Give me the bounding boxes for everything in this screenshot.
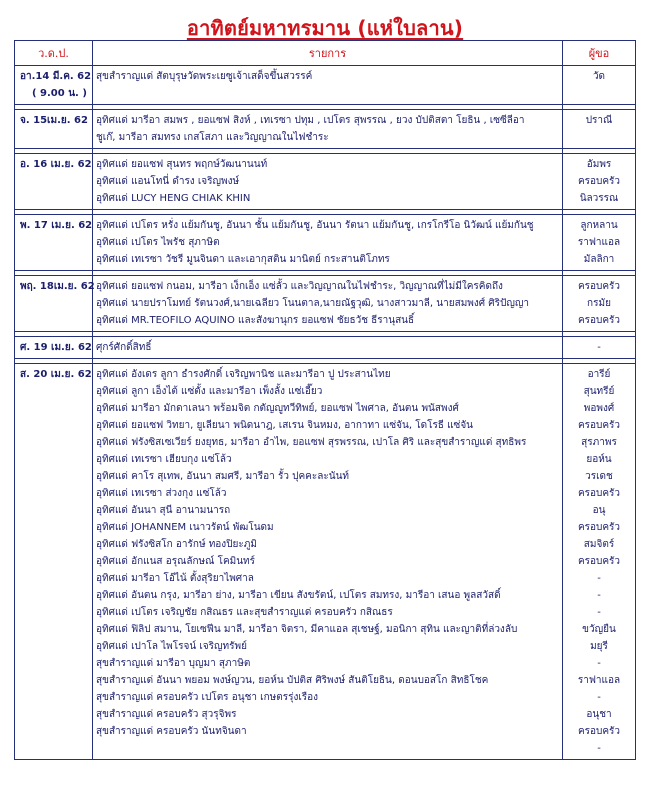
- intention-line: อุทิศแด่ มารีอา โอ๊ไน้ ตั้งสุริยาไพศาล: [96, 573, 254, 584]
- requester-name: ครอบครัว: [577, 420, 621, 431]
- intention-line: อุทิศแด่ แอนโทนี่ ดำรง เจริญพงษ์: [96, 176, 240, 187]
- requester-name: -: [597, 342, 601, 353]
- table-row: [15, 215, 636, 271]
- intention-line: อุทิศแด่ มารีอา สมพร , ยอแซฟ สิงห์ , เทเรซา ปทุม , เปโตร สุพรรณ , ยวง บัปติสตา โยธิน , เซซีลีอา: [96, 115, 525, 126]
- date-cell: [15, 215, 93, 271]
- table-body: [15, 66, 636, 760]
- date-text: จ. 15เม.ย. 62: [20, 115, 88, 126]
- requester-name: สุนทรีย์: [583, 386, 615, 397]
- items-cell: [93, 337, 563, 359]
- intention-line: อุทิศแด่ เปโตร หรั่ง แย้มกันชู, อันนา ชั้น แย้มกันชู, อันนา รัตนา แย้มกันชู, เกรโกรีโอ นิวัฒน์ แย้มกันชู: [96, 220, 534, 231]
- requester-name: นิลวรรณ: [579, 193, 619, 204]
- date-cell: [15, 66, 93, 105]
- date-text: อา.14 มี.ค. 62: [20, 71, 92, 82]
- intention-line: อุทิศแด่ อันตน กรุง, มารีอา ย่าง, มารีอา เขียน สังขรัตน์, เปโตร สมทรง, มารีอา เสนอ พูลสวัสดิ์: [96, 590, 501, 601]
- date-text: พฤ. 18เม.ย. 62: [20, 281, 95, 292]
- intention-line: อุทิศแด่ เปโตร เจริญชัย กสิณธร และสุขสำราญแด่ ครอบครัว กสิณธร: [96, 607, 393, 618]
- requester-name: -: [597, 692, 601, 703]
- requester-name: สมจิตร์: [583, 539, 615, 550]
- requester-cell: [563, 276, 636, 332]
- header-date: ว.ด.ป.: [15, 41, 93, 66]
- requester-name: อนุ: [592, 505, 606, 516]
- requester-name: ขวัญยืน: [582, 624, 616, 635]
- items-cell: [93, 276, 563, 332]
- intention-line: อุทิศแด่ อังเดร ลูกา ธำรงศักดิ์ เจริญพานิช และมารีอา ปู ประสานไทย: [96, 369, 391, 380]
- date-cell: [15, 276, 93, 332]
- intention-line: อุทิศแด่ อักแนส อรุณลักษณ์ โคมินทร์: [96, 556, 256, 567]
- requester-cell: [563, 364, 636, 760]
- intention-line: สุขสำราญแด่ ครอบครัว เปโตร อนุชา เกษตรรุ่งเรือง: [96, 692, 319, 703]
- requester-name: วรเดช: [585, 471, 613, 482]
- date-cell: [15, 110, 93, 149]
- requester-name: กรมัย: [587, 298, 611, 309]
- requester-name: ราฟาแอล: [577, 675, 621, 686]
- intention-line: อุทิศแด่ LUCY HENG CHIAK KHIN: [96, 193, 251, 204]
- requester-name: สุรภาพร: [581, 437, 617, 448]
- items-cell: [93, 110, 563, 149]
- requester-cell: [563, 337, 636, 359]
- date-cell: [15, 154, 93, 210]
- requester-name: ครอบครัว: [577, 281, 621, 292]
- date-cell: [15, 337, 93, 359]
- intention-line: อุทิศแด่ เปโตร ไพรัช สุภาษิต: [96, 237, 220, 248]
- intention-line: อุทิศแด่ ฟิลิป สมาน, โยเซฟีน มาลี, มารีอา จิตรา, มีคาแอล สุเชษฐ์, มอนิกา สุทิน และญาติที่ล่วงลับ: [96, 624, 518, 635]
- intention-line: อุทิศแด่ ลูกา เอ็งไต้ แซ่ตั้ง และมารีอา เพ็งลั้ง แซ่เอี๊ยว: [96, 386, 323, 397]
- intention-line: ศุกร์ศักดิ์สิทธิ์: [96, 342, 152, 353]
- intention-line: อุทิศแด่ ฟรังซิสเซเวียร์ ยงยุทธ, มารีอา อำไพ, ยอแซฟ สุรพรรณ, เปาโล ศิริ และสุขสำราญแด่ สุทธิพร: [96, 437, 527, 448]
- table-row: [15, 337, 636, 359]
- requester-cell: [563, 154, 636, 210]
- intention-line: อุทิศแด่ คาโร สุเทพ, อันนา สมศรี, มารีอา รั้ว ปุคคะละนันท์: [96, 471, 349, 482]
- items-cell: [93, 154, 563, 210]
- requester-name: ยอห์น: [586, 454, 612, 465]
- requester-name: -: [597, 658, 601, 669]
- intention-line: สุขสำราญแด่ มารีอา บุญมา สุภาษิต: [96, 658, 251, 669]
- intention-line: ชูเก๊, มารีอา สมทรง เกสโสภา และวิญญาณในไฟชำระ: [96, 132, 329, 143]
- date-text: ศ. 19 เม.ย. 62: [20, 342, 92, 353]
- header-requester: ผู้ขอ: [563, 41, 636, 66]
- items-cell: [93, 215, 563, 271]
- intention-line: อุทิศแด่ ฟรังซิสโก อารักษ์ ทองปิยะภูมิ: [96, 539, 257, 550]
- table-row: [15, 364, 636, 760]
- intention-line: สุขสำราญแด่ อันนา พยอม พงษ์ญวน, ยอห์น บัปติส ศิริพงษ์ สันติโยธิน, ดอนบอสโก สิทธิโชค: [96, 675, 489, 686]
- intention-line: สุขสำราญแด่ สัตบุรุษวัดพระเยซูเจ้าเสด็จขึ้นสวรรค์: [96, 71, 313, 82]
- intention-line: อุทิศแด่ เทเรซา วัชรี มูนจินดา และเอากุสติน มานิตย์ กระสานติโภทร: [96, 254, 390, 265]
- requester-name: มัลลิกา: [583, 254, 615, 265]
- requester-name: -: [597, 607, 601, 618]
- requester-name: มยุรี: [590, 641, 608, 652]
- requester-name: ครอบครัว: [577, 726, 621, 737]
- table-row: [15, 154, 636, 210]
- intention-line: อุทิศแด่ เปาโล ไพโรจน์ เจริญทรัพย์: [96, 641, 247, 652]
- schedule-table: [14, 40, 636, 760]
- intention-line: อุทิศแด่ เทเรซา ส่วงกุง แซ่โล้ว: [96, 488, 227, 499]
- date-cell: [15, 364, 93, 760]
- requester-name: -: [597, 743, 601, 754]
- date-text: ส. 20 เม.ย. 62: [20, 369, 92, 380]
- items-cell: [93, 66, 563, 105]
- requester-name: ครอบครัว: [577, 176, 621, 187]
- items-cell: [93, 364, 563, 760]
- table-row: [15, 66, 636, 105]
- table-row: [15, 110, 636, 149]
- requester-name: -: [597, 573, 601, 584]
- requester-name: ราฟาแอล: [577, 237, 621, 248]
- table-header-row: [15, 41, 636, 66]
- date-text: อ. 16 เม.ย. 62: [20, 159, 92, 170]
- header-items: รายการ: [93, 41, 563, 66]
- requester-cell: [563, 215, 636, 271]
- intention-line: อุทิศแด่ ยอแซฟ กนอม, มารีอา เง็กเอ็ง แซ่ลั้ว และวิญญาณในไฟชำระ, วิญญาณที่ไม่มีใครคิดถึง: [96, 281, 503, 292]
- requester-name: ครอบครัว: [577, 488, 621, 499]
- requester-name: อารีย์: [587, 369, 611, 380]
- intention-line: สุขสำราญแด่ ครอบครัว สุวรุจิพร: [96, 709, 237, 720]
- intention-line: อุทิศแด่ JOHANNEM เนาวรัตน์ พัฒโนดม: [96, 522, 274, 533]
- requester-cell: [563, 66, 636, 105]
- requester-name: อนุชา: [586, 709, 612, 720]
- requester-name: พอพงศ์: [583, 403, 615, 414]
- intention-line: สุขสำราญแด่ ครอบครัว นันทจินดา: [96, 726, 247, 737]
- requester-name: ครอบครัว: [577, 556, 621, 567]
- requester-name: ลูกหลาน: [580, 220, 618, 231]
- intention-line: อุทิศแด่ ยอแซฟ สุนทร พฤกษ์วัฒนานนท์: [96, 159, 268, 170]
- intention-line: อุทิศแด่ นายปราโมทย์ รัตนวงศ์,นายเฉลียว โนนตาล,นายณัฐวุฒิ, นางสาวมาลี, นายสมพงศ์ ศิริปัญญา: [96, 298, 530, 309]
- requester-name: ครอบครัว: [577, 315, 621, 326]
- intention-line: อุทิศแด่ เทเรซา เฮียบกุง แซ่โล้ว: [96, 454, 232, 465]
- intention-line: อุทิศแด่ ยอแซฟ วิทยา, ยูเลียนา พนิดนาฎ, เสเรน จินหมง, อากาทา แซ่จัน, โดโรธี แซ่จัน: [96, 420, 474, 431]
- page-title: อาทิตย์มหาทรมาน (แห่ใบลาน): [186, 16, 464, 40]
- intention-line: อุทิศแด่ มารีอา มักดาเลนา พร้อมจิต กตัญญูทวีทิพย์, ยอแซฟ ไพศาล, อันตน พนัสพงศ์: [96, 403, 459, 414]
- date-text: พ. 17 เม.ย. 62: [20, 220, 93, 231]
- requester-name: ครอบครัว: [577, 522, 621, 533]
- requester-cell: [563, 110, 636, 149]
- requester-name: วัด: [592, 71, 606, 82]
- intention-line: อุทิศแด่ MR.TEOFILO AQUINO และสังฆานุกร ยอแซฟ ชัยธวัช ธีรานุสนธิ์: [96, 315, 415, 326]
- requester-name: อัมพร: [586, 159, 612, 170]
- table-row: [15, 276, 636, 332]
- date-subtext: ( 9.00 น. ): [32, 88, 87, 99]
- intention-line: อุทิศแด่ อันนา สุนี อานามนารถ: [96, 505, 231, 516]
- requester-name: -: [597, 590, 601, 601]
- requester-name: ปราณี: [585, 115, 613, 126]
